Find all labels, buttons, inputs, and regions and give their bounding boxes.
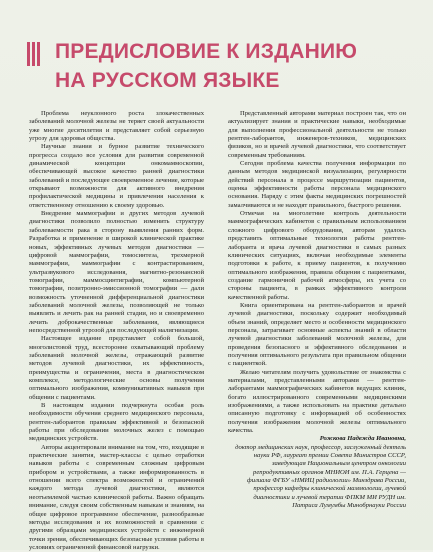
paragraph: Проблема неуклонного роста злокачественных заболеваний молочной железы не теряет своей актуальности уже многие десятилетия и представляет собой серьезную угрозу для здоровья общества.: [29, 110, 204, 143]
signature: [228, 435, 406, 510]
left-column: [29, 110, 204, 552]
signature-details: доктор медицинских наук, профессор, заслуженный деятель науки РФ, лауреат премии Совета Министров СССР, заведующая Национальным центром онкологии репродуктивных органов МНИОИ им. П.А. Герцена — филиала ФГБУ «НМИЦ радиологии» Минздрава России, профессор кафедры клинической маммологии, лучевой диагностики и лучевой терапии ФПКМ МИ РУДН им. Патриса Лумумбы Минобрнауки России: [235, 443, 406, 510]
paragraph: Книга ориентирована на рентген-лаборантов и врачей лучевой диагностики, поскольку содержит необходимый объем знаний, определяет место и особенности медицинского персонала, затрагивает основные аспекты знаний в области лучевой диагностики заболеваний молочной железы, для проведения безопасного и эффективного обследования и получения оптимального результата при правильном общении с пациенткой.: [228, 301, 406, 368]
title-line-1: ПРЕДИСЛОВИЕ К ИЗДАНИЮ: [55, 40, 358, 63]
title-line-2: НА РУССКОМ ЯЗЫКЕ: [55, 69, 280, 92]
right-column: [228, 110, 406, 511]
paragraph: Научные знания и бурное развитие технического прогресса создало все условия для развития современной динамической концепции онкомаммоскопии, обеспечивающей высокое качество ранней диагностики заболеваний и последующее своевременное лечение, которые открывают возможности для активного внедрения профилактической медицины и привлечения населения к ответственному отношению к своему здоровью.: [29, 143, 204, 209]
paragraph: Авторы акцентировали внимание на том, что, входящие в практические занятия, мастер-классы с целью отработки навыков работы с современным сложным цифровым прибором и устройствами, а также информированность в отношении всего спектра возможностей и ограничений каждого метода лучевой диагностики, являются неотъемлемой частью клинической работы. Важно обращать внимание, следуя своим собственным навыкам и знаниям, на общее цифровое программное обеспечение, разнообразные методы исследования и их возможностей в сравнении с другими образцами медицинских устройств с инженерной точки зрения, обеспечивающих безопасные условия работы в условиях ограниченной финансовой нагрузки.: [29, 443, 204, 551]
paragraph: Сегодня проблема качества получения информации по данным методов медицинской визуализации, регулярности действий персонала в процессе маршрутизации пациентов, оценка эффективности работы персонала медицинского основания. Наряду с этим факты медицинских погрешностей замалчиваются и не находят правильного, быстрого решения.: [228, 160, 406, 209]
paragraph: Настоящее издание представляет собой большой, многолистовой труд, всесторонне охватывающий проблему заболеваний молочной железы, отражающий развитие методов лучевой диагностики, их эффективность, преимущества и ограничения, места в диагностическом комплексе, методологические основы получения оптимального изображения, коммуникативных навыков при общении с пациентами.: [29, 335, 204, 401]
paragraph: В настоящем издании подчеркнута особая роль необходимости обучения среднего медицинского персонала, рентген-лаборантов правилам эффективной и безопасной работы при обследовании молочных желез с помощью медицинских устройств.: [29, 402, 204, 443]
title-bars-icon: [27, 42, 41, 66]
paragraph: Желаю читателям получить удовольствие от знакомства с материалами, представленными авторами — рентген-лаборантами маммографических кабинетов ведущих клиник, богато иллюстрированного современными медицинскими изображениями, а также использовать на практике детально описанную подготовку с информацией об особенностях получения изображения молочной железы оптимального качества.: [228, 368, 406, 435]
signature-name: Рожкова Надежда Ивановна,: [319, 435, 406, 443]
paragraph: Отмечая на многолетние контроль деятельности маммографических кабинетов с правильным использованием сложного цифрового оборудования, авторам удалось представить оптимальные технологии работы рентген-лаборанта и врача лучевой диагностики в самых разных клинических ситуациях, включая необходимые элементы подготовки к работе, к приему пациентов, к получению оптимального изображения, правила общения с пациентками, создание гармоничной рабочей атмосферы, их учета со стороны пациента, в рамках эффективного контроля качественной работы.: [228, 210, 406, 301]
paragraph: Внедрение маммографии и других методов лучевой диагностики позволило полностью изменить структуру заболеваемости рака в сторону выявления ранних форм. Разработка и применение в широкой клинической практике новых, эффективных лучевых методов диагностики — цифровой маммографии, томосинтеза, трехмерной маммографии, маммографии с контрастированием, ультразвукового исследования, магнитно-резонансной томографии, маммосцинтиграфии, компьютерной томографии, позитронно-эмиссионной томографии — дали возможность уточненной дифференциальной диагностики заболеваний молочной железы, позволяющей не только выявлять и лечить рак на ранней стадии, но и своевременно лечить доброкачественные заболевания, являющиеся непосредственной угрозой для последующей малигнизации.: [29, 210, 204, 334]
paragraph: Представленный авторами материал построен так, что он актуализирует знания и практические навыки, необходимые для выполнения профессиональной деятельности не только рентген-лаборантов, инженеров-техников, медицинских физиков, но и врачей лучевой диагностики, что соответствует современным требованиям.: [228, 110, 406, 159]
